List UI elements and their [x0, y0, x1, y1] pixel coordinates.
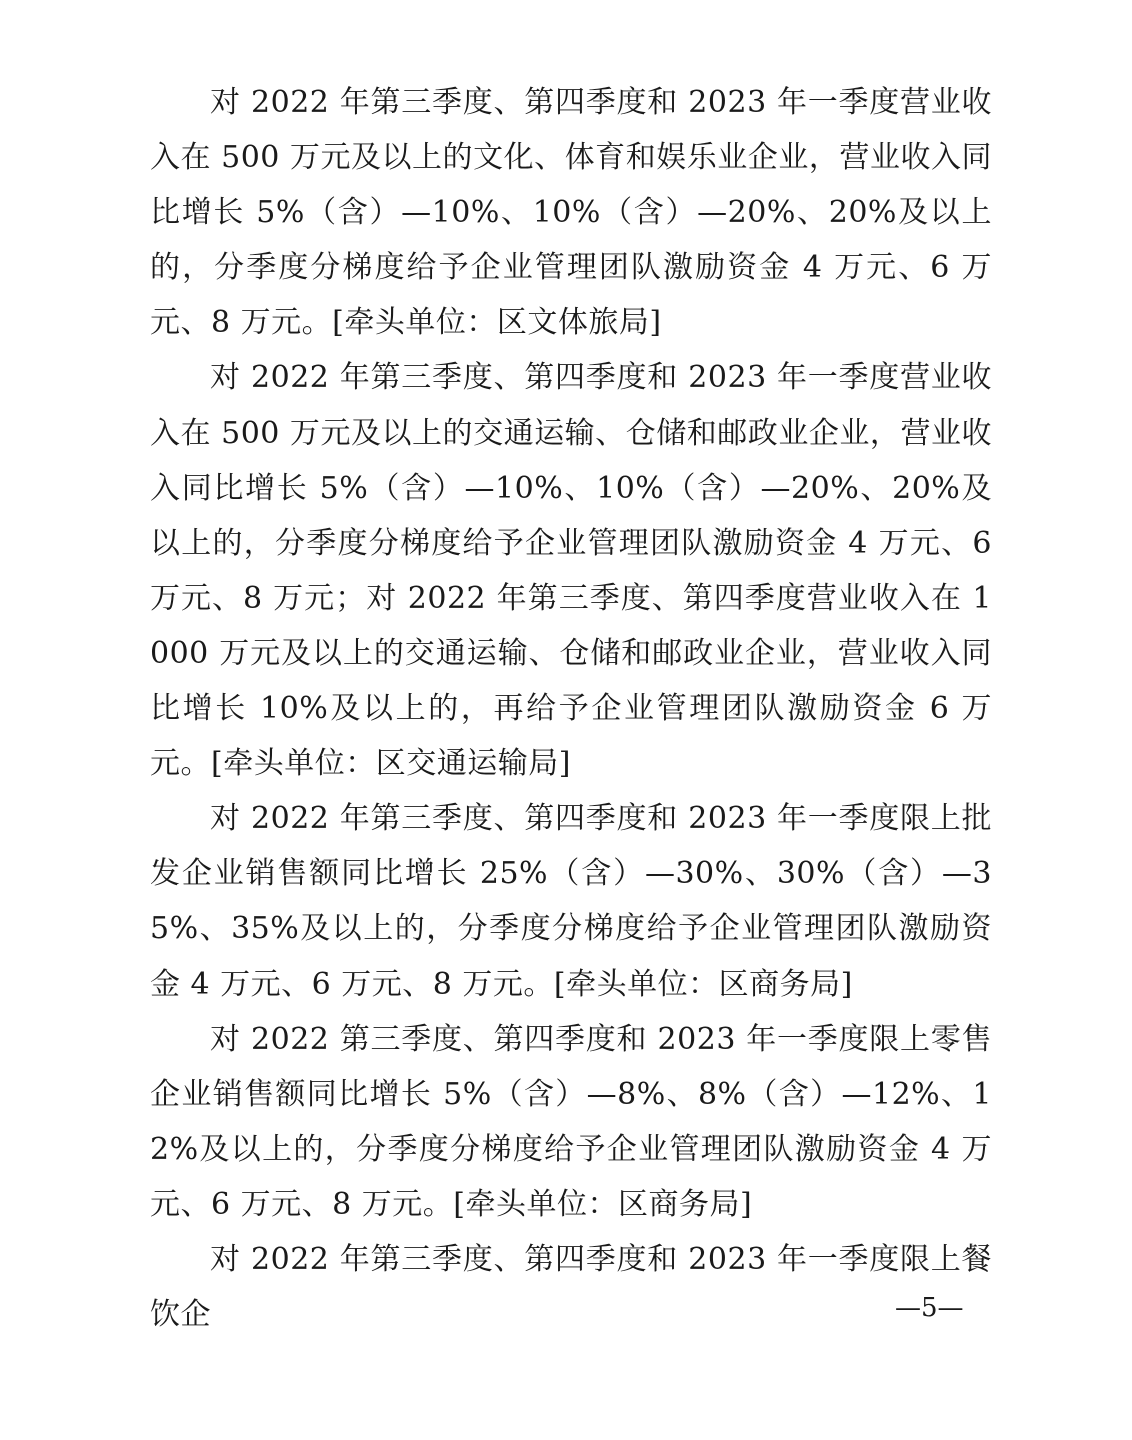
page-number: —5— — [895, 1293, 964, 1323]
paragraph-wholesale: 对 2022 年第三季度、第四季度和 2023 年一季度限上批发企业销售额同比增长 25%（含）—30%、30%（含）—35%、35%及以上的，分季度分梯度给予企业管理团队激励资金 4 万元、6 万元、8 万元。[牵头单位：区商务局] — [150, 801, 992, 1002]
paragraph-catering: 对 2022 年第三季度、第四季度和 2023 年一季度限上餐饮企 — [150, 1241, 992, 1333]
paragraph-transport-storage-postal: 对 2022 年第三季度、第四季度和 2023 年一季度营业收入在 500 万元及以上的交通运输、仓储和邮政业企业，营业收入同比增长 5%（含）—10%、10%（含）—20%、20%及以上的，分季度分梯度给予企业管理团队激励资金 4 万元、6 万元、8 万元；对 2022 年第三季度、第四季度营业收入在 1000 万元及以上的交通运输、仓储和邮政业企业，营业收入同比增长 10%及以上的，再给予企业管理团队激励资金 6 万元。[牵头单位：区交通运输局] — [150, 360, 992, 782]
body-text — [150, 75, 992, 1342]
paragraph-culture-sports-entertainment: 对 2022 年第三季度、第四季度和 2023 年一季度营业收入在 500 万元及以上的文化、体育和娱乐业企业，营业收入同比增长 5%（含）—10%、10%（含）—20%、20%及以上的，分季度分梯度给予企业管理团队激励资金 4 万元、6 万元、8 万元。[牵头单位：区文体旅局] — [150, 85, 992, 341]
paragraph-retail: 对 2022 第三季度、第四季度和 2023 年一季度限上零售企业销售额同比增长 5%（含）—8%、8%（含）—12%、12%及以上的，分季度分梯度给予企业管理团队激励资金 4 万元、6 万元、8 万元。[牵头单位：区商务局] — [150, 1021, 992, 1222]
